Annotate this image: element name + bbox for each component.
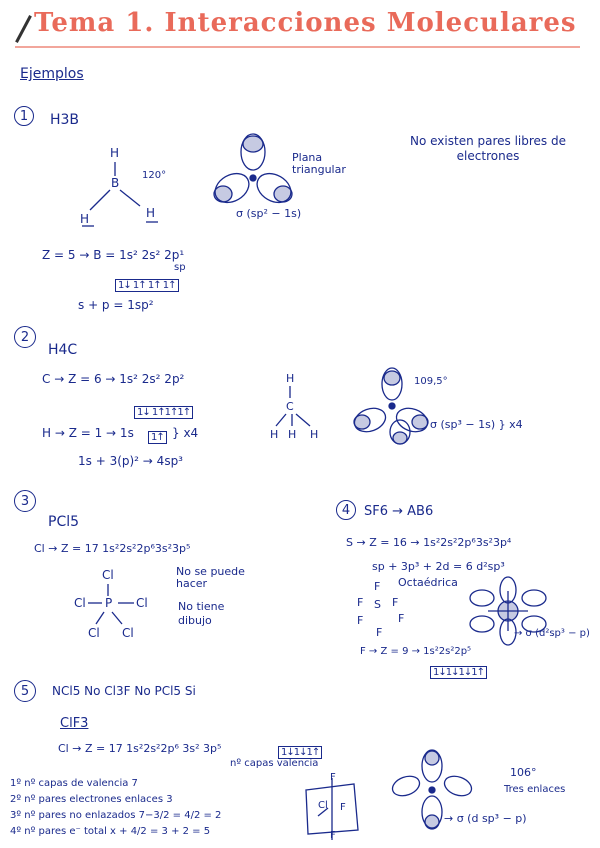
ex5-rule-3: 3º nº pares no enlazados 7−3/2 = 4/2 = 2 bbox=[10, 810, 222, 821]
ex2-sigma: σ (sp³ − 1s) } x4 bbox=[430, 418, 523, 431]
ex2-angle: 109,5° bbox=[414, 376, 448, 387]
page-title: Tema 1. Interacciones Moleculares bbox=[34, 8, 577, 38]
ex2-times: } x4 bbox=[172, 426, 199, 440]
ex5-atom-cl: Cl bbox=[318, 800, 328, 811]
ex4-config-s: S → Z = 16 → 1s²2s²2p⁶3s²3p⁴ bbox=[346, 536, 512, 549]
ex4-atom-f-right: F bbox=[392, 596, 399, 609]
ex1-atom-h-top: H bbox=[110, 146, 120, 160]
ex1-hybrid: s + p = 1sp² bbox=[78, 298, 154, 312]
example-1-number: 1 bbox=[14, 106, 34, 126]
ex1-sigma: σ (sp² − 1s) bbox=[236, 207, 302, 220]
ex5-bonds-note: Tres enlaces bbox=[504, 784, 566, 795]
ex1-atom-b: B bbox=[111, 176, 120, 190]
ex1-formula: H3B bbox=[50, 112, 80, 128]
ex3-formula: PCl5 bbox=[48, 514, 80, 530]
ex3-atom-cl-right: Cl bbox=[136, 596, 148, 610]
title-slash bbox=[15, 15, 32, 43]
ex5-rule-1: 1º nº capas de valencia 7 bbox=[10, 778, 138, 789]
ex2-hybrid: 1s + 3(p)² → 4sp³ bbox=[78, 454, 183, 468]
ex2-atom-h3: H bbox=[310, 428, 319, 441]
ex1-atom-h-right: H bbox=[146, 206, 156, 220]
example-2-number: 2 bbox=[14, 326, 36, 348]
ex3-atom-cl-br: Cl bbox=[122, 626, 134, 640]
ex4-sigma: → σ (d²sp³ − p) bbox=[514, 628, 590, 639]
ex4-atom-f-top: F bbox=[374, 580, 381, 593]
ex2-lewis-bonds bbox=[268, 384, 328, 429]
ex5-atom-f-bottom: F bbox=[330, 830, 336, 841]
ex2-config-h: H → Z = 1 → 1s bbox=[42, 426, 134, 440]
ex5-rule-2: 2º nº pares electrones enlaces 3 bbox=[10, 794, 173, 805]
ex1-orbital-diagram bbox=[208, 130, 298, 215]
ex5-formula: ClF3 bbox=[60, 716, 89, 731]
ex4-formula: SF6 → AB6 bbox=[364, 504, 434, 519]
ex3-lewis-bonds bbox=[70, 578, 160, 628]
ex4-atom-f-bl: F bbox=[357, 614, 364, 627]
ex5-comparison-line: NCl5 No Cl3F No PCl5 Si bbox=[52, 684, 196, 698]
ex1-angle: 120° bbox=[142, 170, 167, 181]
ex4-config-f: F → Z = 9 → 1s²2s²2p⁵ bbox=[360, 646, 472, 657]
ex4-atom-f-br: F bbox=[398, 612, 405, 625]
ex4-atom-f-left: F bbox=[357, 596, 364, 609]
ex1-config: Z = 5 → B = 1s² 2s² 2p¹ bbox=[42, 248, 185, 262]
ex2-atom-h-top: H bbox=[286, 372, 295, 385]
ex4-hybrid: sp + 3p³ + 2d = 6 d²sp³ bbox=[372, 560, 505, 573]
ex2-config-c: C → Z = 6 → 1s² 2s² 2p² bbox=[42, 372, 185, 386]
ex3-note-1: No se puede hacer bbox=[176, 565, 245, 590]
title-underline bbox=[15, 46, 580, 48]
ex5-valence-note: nº capas valencia bbox=[230, 758, 319, 769]
ex2-atom-h1: H bbox=[270, 428, 279, 441]
ex1-note: No existen pares libres de electrones bbox=[410, 134, 566, 163]
ex3-atom-p: P bbox=[105, 596, 113, 610]
ex5-boxes: 1↓1↓1↑ bbox=[278, 740, 322, 759]
example-5-number: 5 bbox=[14, 680, 36, 702]
ex1-atom-h-left: H bbox=[80, 212, 90, 226]
ex3-atom-cl-left: Cl bbox=[74, 596, 86, 610]
examples-heading: Ejemplos bbox=[20, 66, 84, 82]
ex2-atom-c: C bbox=[286, 400, 294, 413]
ex5-angle: 106° bbox=[510, 766, 537, 779]
ex4-atom-f-bottom: F bbox=[376, 626, 383, 639]
ex1-geometry: Plana triangular bbox=[292, 151, 346, 176]
ex5-atom-f-top: F bbox=[330, 772, 336, 783]
ex5-sigma: → σ (d sp³ − p) bbox=[444, 812, 527, 825]
ex5-config: Cl → Z = 17 1s²2s²2p⁶ 3s² 3p⁵ bbox=[58, 742, 222, 755]
ex2-atom-h2: H bbox=[288, 428, 297, 441]
ex3-atom-cl-bl: Cl bbox=[88, 626, 100, 640]
example-3-number: 3 bbox=[14, 490, 36, 512]
ex1-sp-label: sp bbox=[174, 262, 186, 273]
ex4-atom-s: S bbox=[374, 598, 381, 611]
ex3-config: Cl → Z = 17 1s²2s²2p⁶3s²3p⁵ bbox=[34, 542, 191, 555]
ex2-formula: H4C bbox=[48, 342, 78, 358]
ex1-lewis-bonds bbox=[70, 140, 170, 230]
ex2-boxes-c: 1↓ 1↑1↑1↑ bbox=[134, 400, 193, 419]
ex4-boxes-f: 1↓1↓1↓1↑ bbox=[430, 660, 487, 679]
ex4-geometry: Octaédrica bbox=[398, 576, 458, 589]
ex3-note-2: No tiene dibujo bbox=[178, 600, 225, 627]
ex2-boxes-h: 1↑ bbox=[148, 425, 167, 444]
ex3-atom-cl-top: Cl bbox=[102, 568, 114, 582]
ex1-boxes: 1↓ 1↑ 1↑ 1↑ bbox=[115, 273, 179, 292]
ex5-atom-f-right: F bbox=[340, 802, 346, 813]
ex5-rule-4: 4º nº pares e⁻ total x + 4/2 = 3 + 2 = 5 bbox=[10, 826, 211, 837]
example-4-number: 4 bbox=[336, 500, 356, 520]
